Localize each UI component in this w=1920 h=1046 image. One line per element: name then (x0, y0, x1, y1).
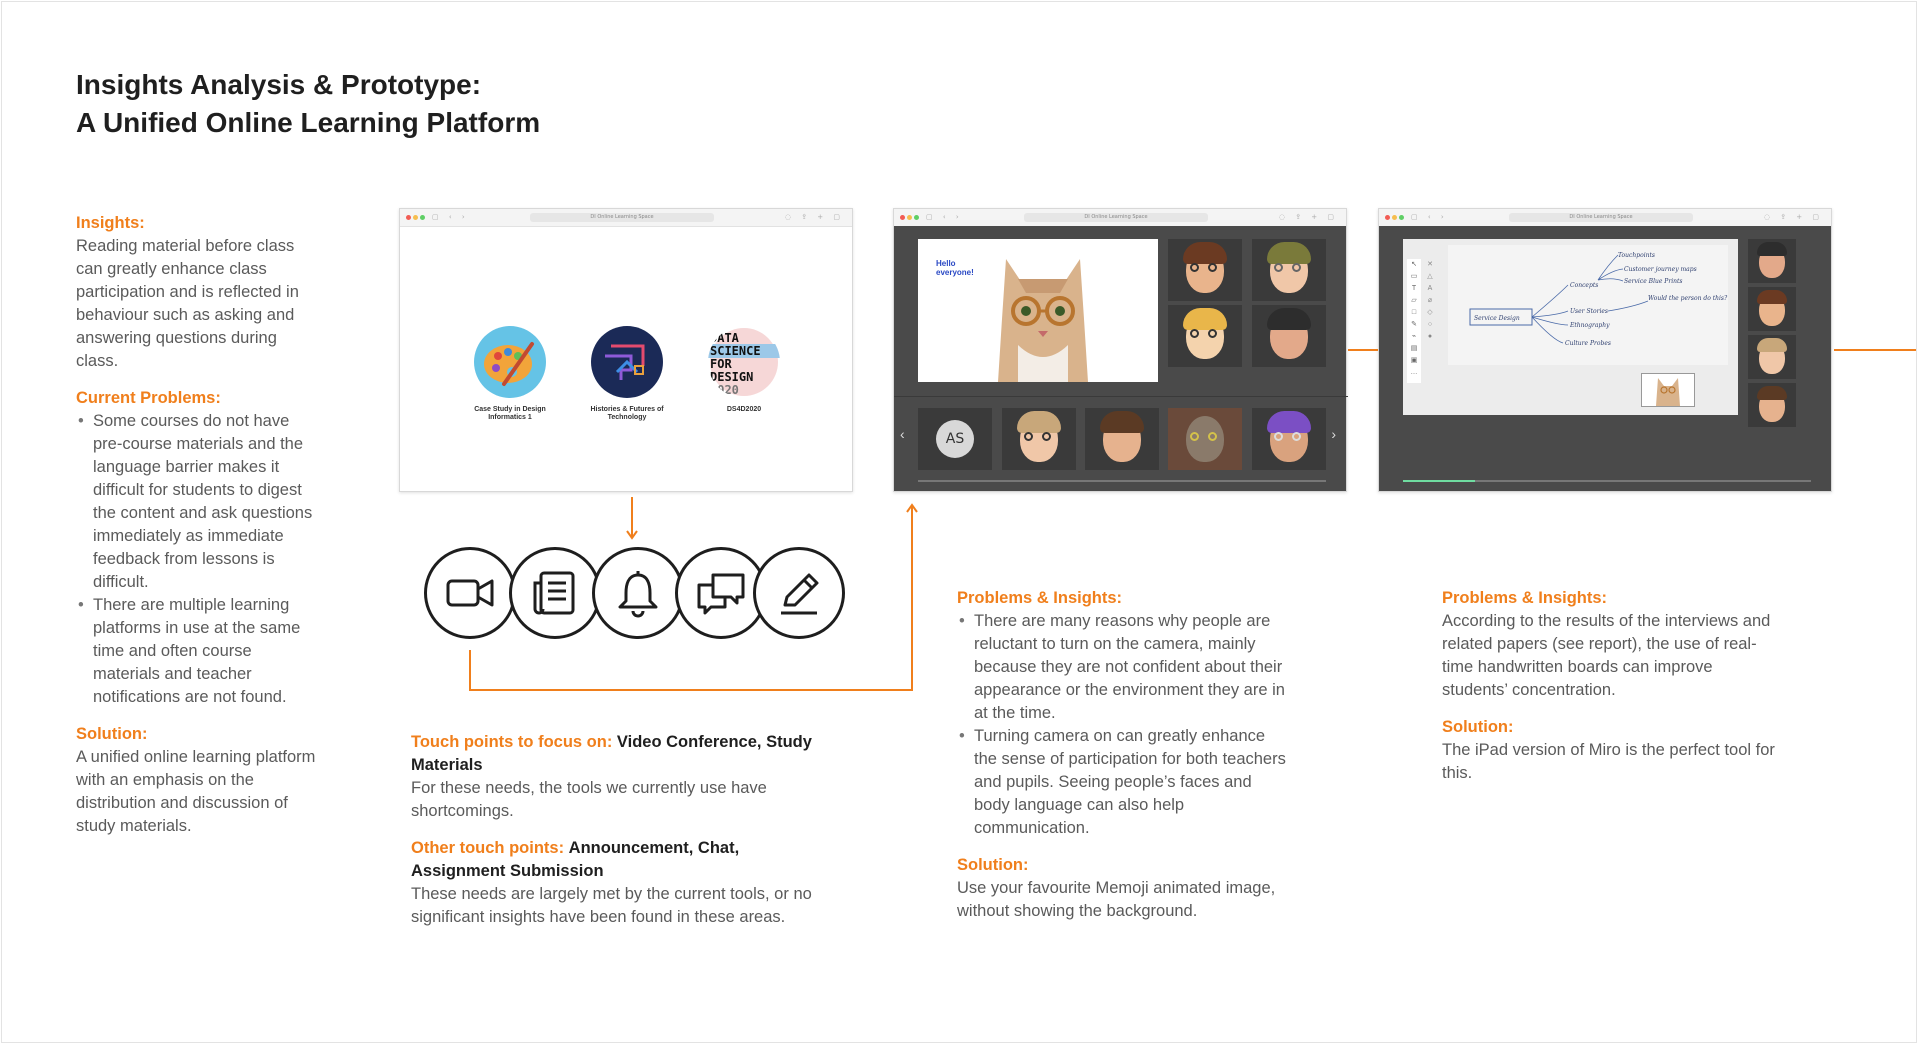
svg-text:Service Design: Service Design (1474, 315, 1520, 322)
pen-toolbar[interactable]: ✕ △ A ⌀ ◇ ○ ● (1427, 261, 1433, 340)
url-bar: DI Online Learning Space (1024, 213, 1208, 222)
touchpoints-text (411, 731, 831, 929)
course-label: Histories & Futures of Technology (590, 406, 664, 421)
course-label: DS4D2020 (726, 406, 762, 413)
toolbar-icons: ◌ ⇪ + ▢ (1763, 213, 1823, 221)
solution-heading: Solution: (76, 725, 148, 743)
middle-column (957, 587, 1287, 923)
other-label: Other touch points: (411, 839, 565, 857)
chevron-right-icon[interactable]: › (1331, 426, 1336, 442)
toolbar-icons: ◌ ⇪ + ▢ (784, 213, 844, 221)
svg-text:SCIENCE: SCIENCE (710, 344, 761, 358)
video-camera-icon (424, 547, 516, 639)
svg-text:Would the person do this?: Would the person do this? (1648, 295, 1728, 302)
problem-item: • Turning camera on can greatly enhance the sense of participation for both teachers and pupils. Seeing people’s faces and body language can also help communication. (974, 725, 1287, 840)
browser-bar: ▢ ‹ › DI Online Learning Space ◌ ⇪ + ▢ (1379, 209, 1831, 227)
toolbar-icons: ◌ ⇪ + ▢ (1278, 213, 1338, 221)
solution-text: The iPad version of Miro is the perfect tool for this. (1442, 741, 1775, 782)
svg-text:DATA: DATA (710, 331, 739, 345)
whiteboard-toolbar[interactable]: ↖ ▭ T ▱ □ ✎ ⌁ ▤ ▣ … (1407, 259, 1421, 383)
other-text: These needs are largely met by the current tools, or no significant insights have been found in these areas. (411, 885, 812, 926)
other-value: Announcement, Chat, Assignment Submission (411, 839, 740, 880)
insights-text: Reading material before class can greatly enhance class participation and is reflected in behaviour such as asking and answering questions during class. (76, 237, 299, 370)
pen-icon (753, 547, 845, 639)
hello-text: Hello everyone! (936, 259, 974, 277)
problems-text: According to the results of the interviews and related papers (see report), the use of real-time handwritten boards can improve students’ concentration. (1442, 612, 1771, 699)
avatar: AS (936, 420, 974, 458)
problems-heading: Current Problems: (76, 389, 221, 407)
svg-text:Touchpoints: Touchpoints (1618, 252, 1655, 259)
right-column (1442, 587, 1777, 785)
insights-heading: Insights: (76, 214, 145, 232)
focus-text: For these needs, the tools we currently use have shortcomings. (411, 779, 767, 820)
url-bar: DI Online Learning Space (530, 213, 714, 222)
svg-text:FOR: FOR (710, 357, 732, 371)
browser-bar: ▢ ‹ › DI Online Learning Space ◌ ⇪ + ▢ (400, 209, 852, 227)
solution-text: A unified online learning platform with an emphasis on the distribution and discussion of study materials. (76, 748, 316, 835)
focus-value: Video Conference, Study Materials (411, 733, 812, 774)
solution-heading: Solution: (1442, 718, 1514, 736)
svg-text:DESIGN: DESIGN (710, 370, 754, 384)
svg-text:Concepts: Concepts (1570, 282, 1599, 289)
svg-text:User Stories: User Stories (1570, 308, 1609, 315)
problem-item: • There are many reasons why people are reluctant to turn on the camera, mainly because they are not confident about their appearance or the environment they are in at the time. (974, 610, 1287, 725)
problem-item: • Some courses do not have pre-course materials and the language barrier makes it difficult for students to digest the content and ask questions immediately as immediate feedback from lessons is difficult. (93, 410, 322, 594)
problems-list (957, 610, 1287, 840)
chevron-left-icon[interactable]: ‹ (900, 426, 905, 442)
svg-text:Culture Probes: Culture Probes (1565, 340, 1611, 347)
solution-text: Use your favourite Memoji animated image, without showing the background. (957, 879, 1276, 920)
solution-heading: Solution: (957, 856, 1029, 874)
document-icon (509, 547, 601, 639)
browser-bar: ▢ ‹ › DI Online Learning Space ◌ ⇪ + ▢ (894, 209, 1346, 227)
svg-text:Ethnography: Ethnography (1570, 322, 1610, 329)
problem-item: • There are multiple learning platforms in use at the same time and often course materials and teacher notifications are not found. (93, 594, 322, 709)
course-label: Case Study in Design Informatics 1 (474, 406, 546, 421)
svg-text:Service Blue Prints: Service Blue Prints (1624, 278, 1683, 285)
title-line-2: A Unified Online Learning Platform (76, 107, 541, 138)
svg-text:Customer journey maps: Customer journey maps (1624, 266, 1697, 273)
title-line-1: Insights Analysis & Prototype: (76, 69, 482, 100)
bell-icon (592, 547, 684, 639)
svg-text:2020: 2020 (710, 383, 739, 397)
problems-heading: Problems & Insights: (957, 589, 1123, 607)
problems-heading: Problems & Insights: (1442, 589, 1608, 607)
url-bar: DI Online Learning Space (1509, 213, 1693, 222)
focus-label: Touch points to focus on: (411, 733, 613, 751)
